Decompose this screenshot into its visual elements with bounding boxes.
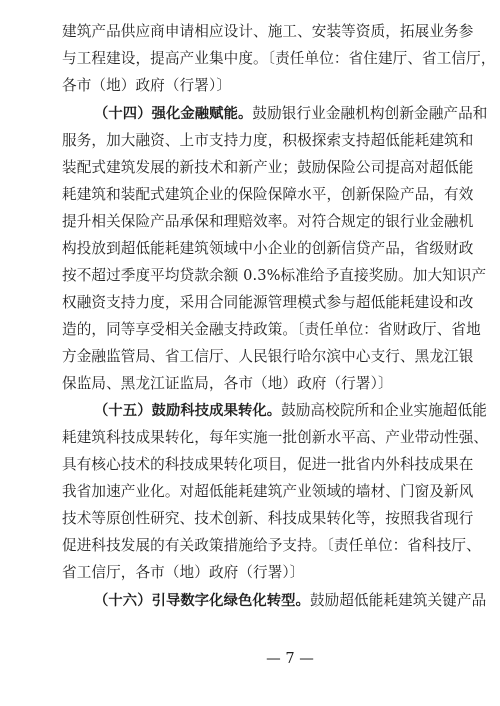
body-text-line [62, 347, 474, 367]
line-text: 耗建筑和装配式建筑企业的保险保障水平，创新保险产品，有效 [62, 186, 474, 203]
line-text: 省工信厅，各市（地）政府（行署）〕 [62, 564, 305, 581]
body-text-line [62, 482, 474, 502]
body-text-line [62, 293, 474, 313]
section-heading-15: （十五）鼓励科技成果转化。 [94, 403, 282, 419]
line-text: 方金融监管局、省工信厅、人民银行哈尔滨中心支行、黑龙江银 [62, 348, 474, 365]
line-text: 提升相关保险产品承保和理赔效率。对符合规定的银行业金融机 [62, 213, 474, 230]
section-heading-16: （十六）引导数字化绿色化转型。 [94, 593, 310, 609]
body-text-line [62, 239, 474, 259]
body-text-line [62, 455, 474, 475]
body-text-line [62, 509, 474, 529]
line-text: 服务，加大融资、上市支持力度，积极探索支持超低能耗建筑和 [62, 132, 474, 149]
line-text: 我省加速产业化。对超低能耗建筑产业领域的墙材、门窗及新风 [62, 483, 474, 500]
body-text-line [62, 185, 474, 205]
line-text: 促进科技发展的有关政策措施给予支持。〔责任单位：省科技厅、 [62, 537, 481, 554]
line-text: 具有核心技术的科技成果转化项目，促进一批省内外科技成果在 [62, 456, 474, 473]
body-text-line [62, 428, 489, 448]
line-text: 鼓励超低能耗建筑关键产品 [309, 592, 487, 609]
section-heading-14: （十四）强化金融赋能。 [94, 106, 253, 122]
line-text: 造的，同等享受相关金融支持政策。〔责任单位：省财政厅、省地 [62, 321, 481, 338]
body-text-line [62, 76, 442, 96]
body-text-line [62, 266, 487, 286]
line-text: 构投放到超低能耗建筑领域中小企业的创新信贷产品，省级财政 [62, 240, 474, 257]
section-15-line [94, 401, 487, 421]
section-16-line [94, 591, 487, 611]
line-text: 鼓励银行业金融机构创新金融产品和 [252, 105, 488, 122]
line-text: 与工程建设，提高产业集中度。〔责任单位：省住建厅、省工信厅， [62, 50, 496, 67]
line-text: 权融资支持力度，采用合同能源管理模式参与超低能耗建设和改 [62, 294, 474, 311]
line-text: 按不超过季度平均贷款余额 0.3%标准给予直接奖励。加大知识产 [62, 267, 487, 284]
body-text-line [62, 49, 496, 69]
body-text-line [62, 563, 442, 583]
line-text: 装配式建筑发展的新技术和新产业；鼓励保险公司提高对超低能 [62, 159, 474, 176]
body-text-line [62, 212, 474, 232]
body-text-line [62, 158, 474, 178]
line-text: 鼓励高校院所和企业实施超低能 [281, 402, 487, 419]
line-text: 建筑产品供应商申请相应设计、施工、安装等资质，拓展业务参 [62, 23, 474, 40]
line-text: 各市（地）政府（行署）〕 [62, 77, 232, 94]
line-text: 保监局、黑龙江证监局，各市（地）政府（行署）〕 [62, 375, 393, 392]
line-text: 耗建筑科技成果转化，每年实施一批创新水平高、产业带动性强、 [62, 429, 489, 446]
page-number: — 7 — [266, 650, 314, 667]
body-text-line [62, 536, 481, 556]
section-14-line [94, 104, 488, 124]
body-text-line [62, 320, 481, 340]
line-text: 技术等原创性研究、技术创新、科技成果转化等，按照我省现行 [62, 510, 474, 527]
body-text-line [62, 22, 474, 42]
body-text-line [62, 131, 474, 151]
body-text-line [62, 374, 442, 394]
